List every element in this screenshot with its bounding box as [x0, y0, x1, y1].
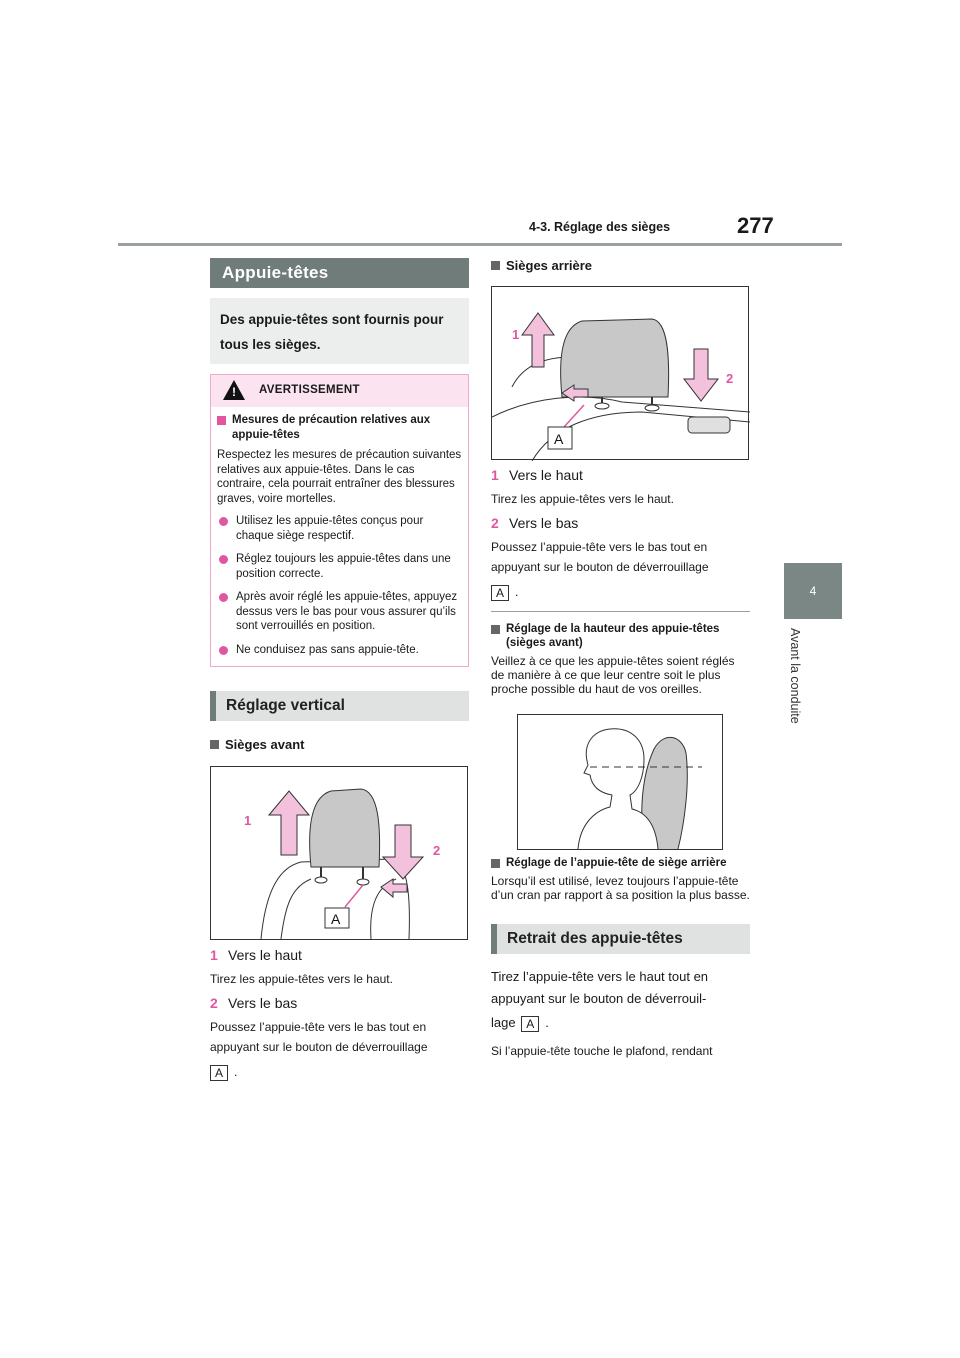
dot-bullet-icon — [219, 593, 228, 602]
square-bullet-icon — [217, 416, 226, 425]
step-number: 2 — [210, 995, 218, 1011]
button-reference — [491, 585, 750, 601]
left-column — [210, 258, 469, 1081]
step-down — [210, 995, 469, 1011]
section-title: Appuie-têtes — [210, 258, 469, 288]
chapter-tab: 4 — [784, 563, 842, 619]
right-column — [491, 258, 750, 1058]
warning-bullet — [217, 514, 462, 543]
removal-text-end — [491, 1012, 750, 1034]
bullet-text: Utilisez les appuie-têtes conçus pour chaque siège respectif. — [236, 515, 424, 542]
rear-headrest-figure — [491, 286, 749, 460]
step-up-desc: Tirez les appuie-têtes vers le haut. — [210, 972, 393, 986]
step-down-desc: Poussez l’appuie-tête vers le bas tout en appuyant sur le bouton de déverrouillage — [491, 540, 709, 574]
warning-header — [211, 375, 468, 407]
page-number: 277 — [737, 213, 774, 238]
vertical-adjust-title: Réglage vertical — [210, 691, 469, 721]
button-label: A — [331, 911, 341, 927]
step-label: Vers le haut — [509, 467, 583, 483]
button-ref-box: A — [210, 1065, 228, 1081]
height-adjust-heading-text: Réglage de la hauteur des appuie-têtes (sièges avant) — [506, 623, 720, 649]
step-number: 2 — [491, 515, 499, 531]
warning-title: AVERTISSEMENT — [259, 384, 360, 396]
period: . — [515, 585, 519, 600]
dot-bullet-icon — [219, 517, 228, 526]
up-label: 1 — [244, 813, 252, 828]
exclamation-icon: ! — [232, 385, 236, 399]
header-rule — [118, 243, 842, 246]
warning-box — [210, 374, 469, 667]
down-label: 2 — [433, 843, 441, 858]
warning-body — [211, 407, 468, 666]
step-label: Vers le bas — [509, 515, 579, 531]
rear-headrest-heading — [491, 856, 750, 870]
period: . — [545, 1015, 549, 1030]
front-seats-label: Sièges avant — [225, 737, 305, 752]
intro-text: Des appuie-têtes sont fournis pour tous les sièges. — [210, 298, 469, 364]
up-label: 1 — [512, 327, 520, 342]
rear-headrest-text: Lorsqu’il est utilisé, levez toujours l’appuie-tête d’un cran par rapport à sa position la plus basse. — [491, 874, 750, 902]
removal-text-tail: lage — [491, 1015, 516, 1030]
warning-bullet — [217, 552, 462, 581]
front-headrest-illustration — [211, 767, 469, 941]
bullet-text: Réglez toujours les appuie-têtes dans une position correcte. — [236, 553, 451, 580]
rear-seats-heading — [491, 258, 750, 273]
removal-note: Si l’appuie-tête touche le plafond, rendant — [491, 1044, 713, 1058]
button-label: A — [554, 431, 564, 447]
period: . — [234, 1065, 238, 1080]
warning-bullet — [217, 643, 462, 658]
head-position-figure — [517, 714, 723, 850]
removal-title: Retrait des appuie-têtes — [491, 924, 750, 954]
button-ref-box: A — [521, 1016, 539, 1032]
chapter-label: Avant la conduite — [788, 628, 802, 724]
step-label: Vers le bas — [228, 995, 298, 1011]
step-up — [491, 467, 750, 483]
head-position-illustration — [518, 715, 724, 851]
square-bullet-icon — [491, 859, 500, 868]
bullet-text: Ne conduisez pas sans appuie-tête. — [236, 643, 419, 656]
rear-seats-label: Sièges arrière — [506, 258, 593, 273]
rear-headrest-heading-text: Réglage de l’appuie-tête de siège arrière — [506, 857, 727, 869]
step-down-desc: Poussez l’appuie-tête vers le bas tout en appuyant sur le bouton de déverrouillage — [210, 1020, 428, 1054]
square-bullet-icon — [491, 261, 500, 270]
removal-text: Tirez l’appuie-tête vers le haut tout en appuyant sur le bouton de déverrouil- — [491, 969, 709, 1006]
button-ref-box: A — [491, 585, 509, 601]
square-bullet-icon — [491, 625, 500, 634]
button-reference — [210, 1065, 469, 1081]
step-up — [210, 947, 469, 963]
rear-headrest-illustration — [492, 287, 750, 461]
warning-heading — [217, 413, 462, 442]
step-label: Vers le haut — [228, 947, 302, 963]
step-up-desc: Tirez les appuie-têtes vers le haut. — [491, 492, 674, 506]
warning-bullet — [217, 590, 462, 634]
warning-heading-text: Mesures de précaution relatives aux appuie-têtes — [232, 414, 431, 441]
front-seats-heading — [210, 737, 469, 752]
down-label: 2 — [726, 371, 734, 386]
step-down — [491, 515, 750, 531]
height-adjust-heading — [491, 622, 750, 650]
section-header: 4-3. Réglage des sièges — [529, 220, 671, 234]
bullet-text: Après avoir réglé les appuie-têtes, appuyez dessus vers le bas pour vous assurer qu’ils sont verrouillés en position. — [236, 591, 458, 632]
dot-bullet-icon — [219, 555, 228, 564]
dot-bullet-icon — [219, 646, 228, 655]
square-bullet-icon — [210, 740, 219, 749]
step-number: 1 — [491, 467, 499, 483]
height-adjust-text: Veillez à ce que les appuie-têtes soient réglés de manière à ce que leur centre soit le plus proche possible du haut de vos oreilles. — [491, 654, 735, 696]
divider — [491, 611, 750, 612]
warning-text: Respectez les mesures de précaution suivantes relatives aux appuie-têtes. Dans le cas contraire, cela pourrait entraîner des blessures graves, voire mortelles. — [217, 449, 462, 505]
front-headrest-figure — [210, 766, 468, 940]
step-number: 1 — [210, 947, 218, 963]
